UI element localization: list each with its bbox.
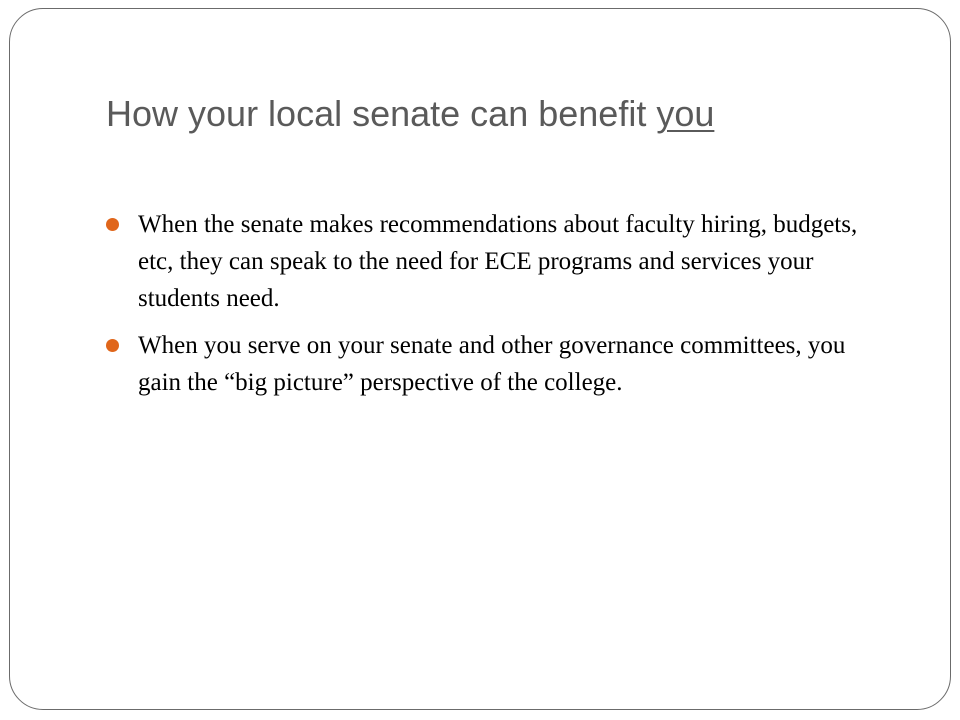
bullet-list xyxy=(104,206,864,411)
slide-title xyxy=(106,90,906,138)
bullet-text: When the senate makes recommendations about faculty hiring, budgets, etc, they can speak to the need for ECE programs and services your students need. xyxy=(138,211,858,312)
title-emphasis-text: you xyxy=(656,93,715,134)
bullet-dot-icon xyxy=(106,339,119,352)
bullet-text: When you serve on your senate and other governance committees, you gain the “big picture” perspective of the college. xyxy=(138,332,846,396)
bullet-dot-icon xyxy=(106,218,119,231)
title-main-text: How your local senate can benefit xyxy=(106,93,657,134)
bullet-item xyxy=(104,206,864,317)
bullet-item xyxy=(104,327,864,401)
